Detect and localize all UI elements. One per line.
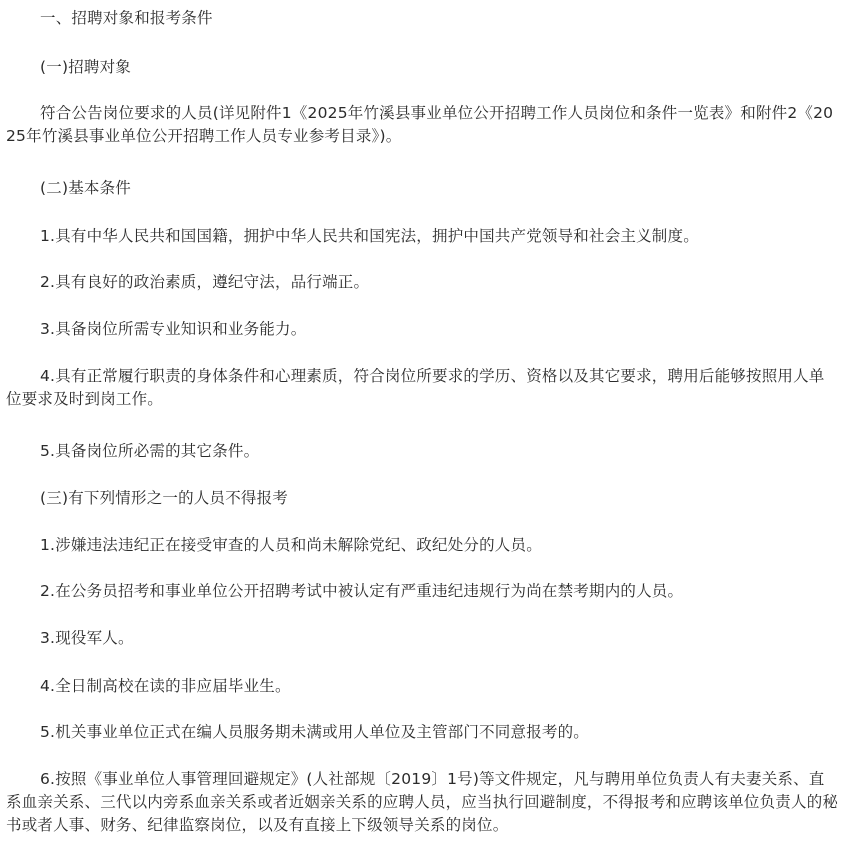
part3-item: 6.按照《事业单位人事管理回避规定》(人社部规〔2019〕1号)等文件规定，凡与聘用单位负责人有夫妻关系、直系血亲关系、三代以内旁系血亲关系或者近姻亲关系的应聘人员，应当执行回避制度，不得报考和应聘该单位负责人的秘书或者人事、财务、纪律监察岗位，以及有直接上下级领导关系的岗位。 [6,770,839,834]
part1-text: 符合公告岗位要求的人员(详见附件1《2025年竹溪县事业单位公开招聘工作人员岗位和条件一览表》和附件2《2025年竹溪县事业单位公开招聘工作人员专业参考目录》)。 [6,104,834,145]
part2-heading: (二)基本条件 [40,179,131,197]
part3-item: 1.涉嫌违法违纪正在接受审查的人员和尚未解除党纪、政纪处分的人员。 [40,536,542,554]
part2-item: 4.具有正常履行职责的身体条件和心理素质，符合岗位所要求的学历、资格以及其它要求，聘用后能够按照用人单位要求及时到岗工作。 [6,367,825,408]
part1-heading: (一)招聘对象 [40,58,131,76]
part2-item: 5.具备岗位所必需的其它条件。 [40,442,260,460]
part3-item: 3.现役军人。 [40,629,134,647]
part3-item: 5.机关事业单位正式在编人员服务期未满或用人单位及主管部门不同意报考的。 [40,723,589,741]
part3-item: 4.全日制高校在读的非应届毕业生。 [40,677,291,695]
part3-heading: (三)有下列情形之一的人员不得报考 [40,489,288,507]
part3-item: 2.在公务员招考和事业单位公开招聘考试中被认定有严重违纪违规行为尚在禁考期内的人员。 [40,582,684,600]
part2-item: 1.具有中华人民共和国国籍，拥护中华人民共和国宪法，拥护中国共产党领导和社会主义制度。 [40,227,699,245]
part2-item: 2.具有良好的政治素质，遵纪守法，品行端正。 [40,273,370,291]
part2-item: 3.具备岗位所需专业知识和业务能力。 [40,320,307,338]
section-title: 一、招聘对象和报考条件 [40,9,213,27]
